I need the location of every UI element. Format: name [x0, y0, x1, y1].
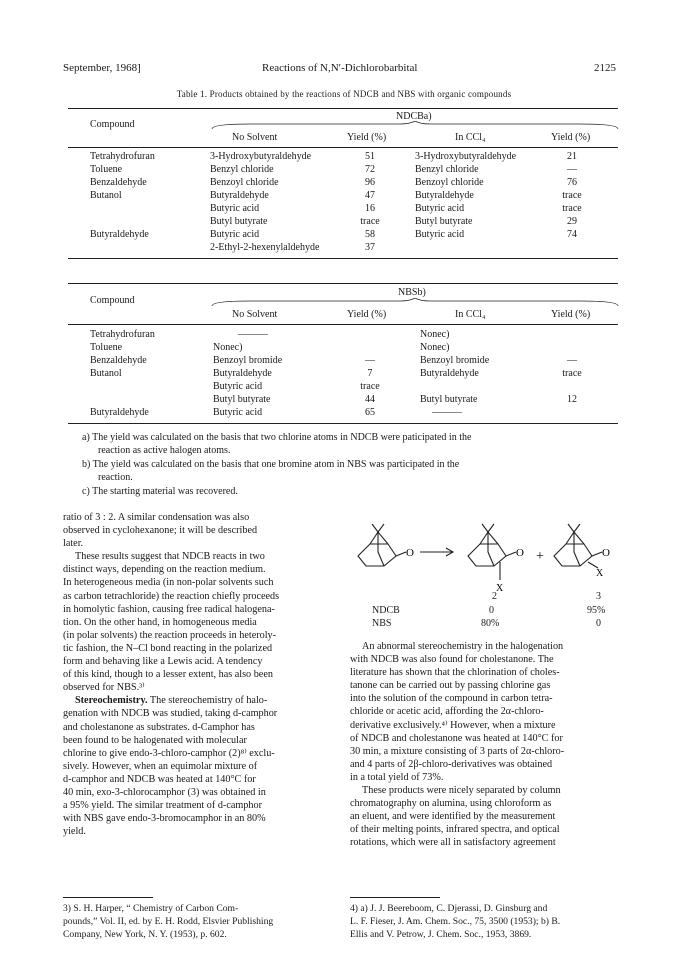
left-column [63, 511, 339, 838]
row-compound: Toluene [90, 164, 123, 175]
group-brace [210, 298, 620, 308]
reference-3: 3) S. H. Harper, “ Chemistry of Carbon Com- pounds,” Vol. II, ed. by E. H. Rodd, Elsvier Publishing Company, New York, N. Y. (1953), p. 602. [63, 903, 274, 940]
row-yield-nosolvent: 96 [365, 177, 375, 188]
oxygen-label: O [406, 547, 414, 559]
row-yield-nosolvent: 51 [365, 151, 375, 162]
row-yield-nosolvent: 47 [365, 190, 375, 201]
row-product-nosolvent: ——— [238, 329, 268, 340]
row-product-ccl4: Nonec) [420, 329, 450, 340]
row-product-nosolvent: 2-Ethyl-2-hexenylaldehyde [210, 242, 320, 253]
scheme-reagent-ndcb: NDCB [372, 605, 400, 616]
row-product-ccl4: Benzyl chloride [415, 164, 479, 175]
group-header-nbs: NBSb) [398, 287, 426, 298]
row-compound: Tetrahydrofuran [90, 329, 155, 340]
row-product-nosolvent: Butyraldehyde [210, 190, 269, 201]
table-rule [68, 108, 618, 109]
paragraph: An abnormal stereochemistry in the halogenation with NDCB was also found for cholestanone. The literature has shown that the chlorination of choles- tanone can be carried out by passing chlorine gas into the solution of the compound in carbon tetra- chloride or acetic acid, affording the 2α-chloro- derivative exclusively.⁴⁾ However, when a mixture of NDCB and cholestanone was heated at 140°C for 30 min, a mixture consisting of 3 parts of 2α-chloro- and 4 parts of 2β-chloro-derivatives was obtained in a total yield of 73%. [350, 641, 565, 783]
oxygen-label: O [602, 547, 610, 559]
row-compound: Butyraldehyde [90, 407, 149, 418]
col-no-solvent: No Solvent [232, 132, 278, 143]
row-product-ccl4: Nonec) [420, 342, 450, 353]
row-compound: Benzaldehyde [90, 177, 147, 188]
row-product-ccl4: 3-Hydroxybutyraldehyde [415, 151, 517, 162]
table-rule [68, 283, 618, 284]
col-yield: Yield (%) [347, 309, 387, 320]
row-yield-nosolvent: 58 [365, 229, 375, 240]
right-column [350, 640, 626, 850]
table-footnote-a: a) The yield was calculated on the basis that two chlorine atoms in NDCB were paticipated in the [82, 432, 472, 443]
scheme-reagent-nbs: NBS [372, 618, 392, 629]
table-rule [68, 258, 618, 259]
row-product-nosolvent: Butyric acid [210, 229, 260, 240]
table-rule [68, 423, 618, 424]
section-heading: Stereochemistry. [75, 695, 148, 707]
row-yield-nosolvent: 44 [365, 394, 375, 405]
col-yield-2: Yield (%) [551, 309, 591, 320]
row-product-nosolvent: Butyric acid [210, 203, 260, 214]
row-product-nosolvent: Butyl butyrate [213, 394, 271, 405]
row-product-ccl4: Butyl butyrate [420, 394, 478, 405]
row-yield-ccl4: trace [562, 368, 582, 379]
table-rule [68, 324, 618, 325]
page-number: 2125 [594, 62, 616, 74]
paragraph: These products were nicely separated by column chromatography on alumina, using chloroform as an eluent, and were identified by the measurement of their melting points, infrared spectra, and optical rotations, which were all in satisfactory agreement [350, 785, 561, 849]
table-footnote-b: b) The yield was calculated on the basis that one bromine atom in NBS was participated in the [82, 459, 460, 470]
row-yield-ccl4: trace [562, 203, 582, 214]
row-yield-ccl4: 29 [567, 216, 577, 227]
row-product-ccl4: Butyraldehyde [415, 190, 474, 201]
footnote-rule [63, 897, 153, 898]
row-yield-nosolvent: trace [360, 381, 380, 392]
row-product-nosolvent: Butyraldehyde [213, 368, 272, 379]
table-caption: Table 1. Products obtained by the reactions of NDCB and NBS with organic compounds [176, 89, 512, 99]
group-header-ndcb: NDCBa) [396, 111, 432, 122]
col-yield-2: Yield (%) [551, 132, 591, 143]
col-compound: Compound [90, 119, 135, 130]
row-yield-nosolvent: — [365, 355, 375, 366]
row-product-nosolvent: Benzoyl bromide [213, 355, 283, 366]
compound-label-3: 3 [596, 591, 601, 602]
row-yield-nosolvent: 72 [365, 164, 375, 175]
scheme-yield: 0 [489, 605, 494, 616]
row-compound: Butanol [90, 368, 122, 379]
row-product-nosolvent: Butyric acid [213, 407, 263, 418]
row-product-nosolvent: Benzoyl chloride [210, 177, 279, 188]
reaction-arrow [420, 548, 453, 556]
scheme-yield: 95% [587, 605, 606, 616]
row-product-nosolvent: 3-Hydroxybutyraldehyde [210, 151, 312, 162]
col-compound: Compound [90, 295, 135, 306]
table-footnote-a-cont: reaction as active halogen atoms. [98, 445, 231, 456]
paragraph: These results suggest that NDCB reacts in two distinct ways, depending on the reaction medium. In heterogeneous media (in non-polar solvents such as carbon tetrachloride) the reaction chiefly proceeds in homolytic fashion, causing free radical halogena- tion. On the other hand, in homogeneous media (in polar solvents) the reaction proceeds in heteroly- tic fashion, the N–Cl bond reacting in the polarized form and behaving like a Lewis acid. A tendency of this kind, though to a lesser extent, has also been observed for NBS.³⁾ [63, 551, 280, 694]
scheme-yield: 0 [596, 618, 601, 629]
row-yield-nosolvent: 37 [365, 242, 375, 253]
endo-chlorocamphor-structure [468, 524, 516, 580]
row-compound: Butyraldehyde [90, 229, 149, 240]
table-footnote-b-cont: reaction. [98, 472, 133, 483]
scheme-yield: 80% [481, 618, 500, 629]
row-compound: Butanol [90, 190, 122, 201]
plus-sign: + [536, 549, 544, 564]
row-yield-nosolvent: 16 [365, 203, 375, 214]
running-header-date: September, 1968] [63, 62, 141, 74]
row-product-ccl4: Benzoyl bromide [420, 355, 490, 366]
row-compound: Benzaldehyde [90, 355, 147, 366]
row-product-ccl4: Butyric acid [415, 229, 465, 240]
row-product-nosolvent: Butyric acid [213, 381, 263, 392]
exo-chlorocamphor-structure [554, 524, 602, 568]
paragraph: Stereochemistry. The stereochemistry of halo- genation with NDCB was studied, taking d-camphor and cholestanone as substrates. d-Camphor has been found to be halogenated with molecular chlorine to give endo-3-chloro-camphor (2)⁸⁾ exclu- sively. However, when an equimolar mixture of d-camphor and NDCB was heated at 140°C for 40 min, exo-3-chlorocamphor (3) was obtained in a 95% yield. The similar treatment of d-camphor with NBS gave endo-3-bromocamphor in an 80% yield. [63, 695, 278, 838]
row-yield-ccl4: 12 [567, 394, 577, 405]
row-product-ccl4: Butyl butyrate [415, 216, 473, 227]
row-yield-ccl4: 76 [567, 177, 577, 188]
row-yield-ccl4: — [567, 355, 577, 366]
row-product-nosolvent: Benzyl chloride [210, 164, 274, 175]
oxygen-label: O [516, 547, 524, 559]
row-yield-nosolvent: 7 [367, 368, 373, 379]
col-no-solvent: No Solvent [232, 309, 278, 320]
row-compound: Toluene [90, 342, 123, 353]
halogen-label: X [596, 568, 604, 579]
row-product-ccl4: Benzoyl chloride [415, 177, 484, 188]
row-yield-nosolvent: trace [360, 216, 380, 227]
group-brace [210, 121, 620, 131]
row-yield-ccl4: trace [562, 190, 582, 201]
footnote-rule [350, 897, 440, 898]
running-header-title: Reactions of N,N′-Dichlorobarbital [262, 62, 418, 74]
row-product-ccl4: ——— [432, 407, 462, 418]
row-product-ccl4: Butyric acid [415, 203, 465, 214]
camphor-structure [358, 524, 406, 566]
col-yield: Yield (%) [347, 132, 387, 143]
row-product-ccl4: Butyraldehyde [420, 368, 479, 379]
row-product-nosolvent: Nonec) [213, 342, 243, 353]
reference-4: 4) a) J. J. Beereboom, C. Djerassi, D. Ginsburg and L. F. Fieser, J. Am. Chem. Soc., 75, 3500 (1953); b) B. Ellis and V. Petrow, J. Chem. Soc., 1953, 3869. [350, 903, 561, 940]
row-compound: Tetrahydrofuran [90, 151, 155, 162]
col-ccl4: In CCl₄ [455, 309, 486, 320]
row-yield-ccl4: 74 [567, 229, 577, 240]
halogen-label: X [496, 583, 504, 594]
table-rule [68, 147, 618, 148]
paragraph: ratio of 3 : 2. A similar condensation was also observed in cyclohexanone; it will be described later. [63, 512, 258, 550]
table-footnote-c: c) The starting material was recovered. [82, 486, 238, 497]
row-yield-nosolvent: 65 [365, 407, 375, 418]
row-yield-ccl4: — [567, 164, 577, 175]
row-yield-ccl4: 21 [567, 151, 577, 162]
compound-label-2: 2 [492, 591, 497, 602]
col-ccl4: In CCl₄ [455, 132, 486, 143]
row-product-nosolvent: Butyl butyrate [210, 216, 268, 227]
